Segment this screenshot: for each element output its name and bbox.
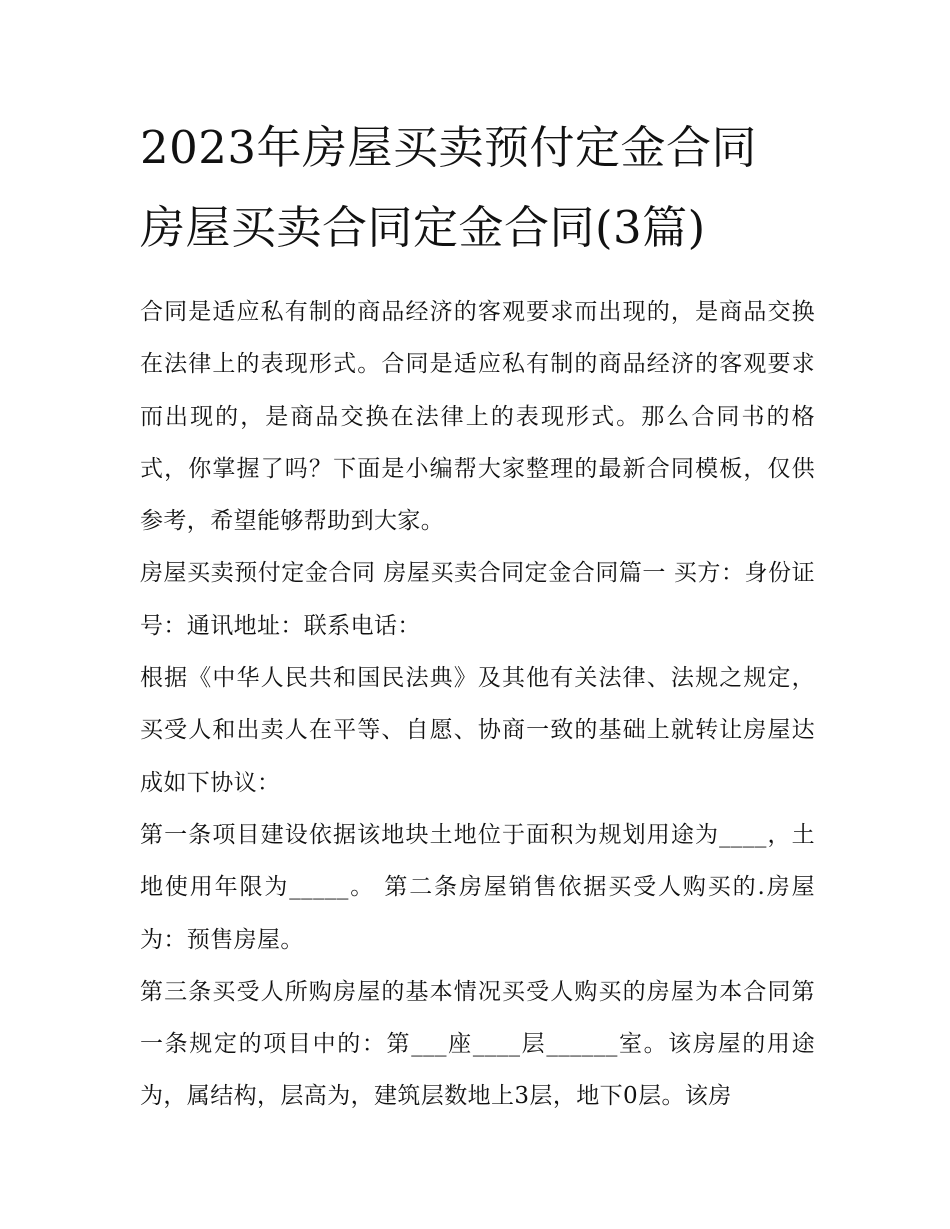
paragraph-legal-basis: 根据《中华人民共和国民法典》及其他有关法律、法规之规定，买受人和出卖人在平等、自愿、协商一致的基础上就转让房屋达成如下协议： xyxy=(140,665,815,796)
paragraph-article-3: 第三条买受人所购房屋的基本情况买受人购买的房屋为本合同第一条规定的项目中的：第___座____层______室。该房屋的用途为，属结构，层高为，建筑层数地上3层，地下0层。该房 xyxy=(140,978,815,1110)
document-page xyxy=(140,108,815,1123)
paragraph-parties: 房屋买卖预付定金合同 房屋买卖合同定金合同篇一 买方：身份证号：通讯地址：联系电话： xyxy=(140,560,815,639)
title-line-1: 2023年房屋买卖预付定金合同 xyxy=(140,121,758,174)
paragraph-intro: 合同是适应私有制的商品经济的客观要求而出现的，是商品交换在法律上的表现形式。合同是适应私有制的商品经济的客观要求而出现的，是商品交换在法律上的表现形式。那么合同书的格式，你掌握了吗？下面是小编帮大家整理的最新合同模板，仅供参考，希望能够帮助到大家。 xyxy=(140,299,815,535)
title-line-2: 房屋买卖合同定金合同(3篇) xyxy=(140,201,706,254)
paragraph-article-1-2: 第一条项目建设依据该地块土地位于面积为规划用途为____，土地使用年限为_____。 第二条房屋销售依据买受人购买的.房屋为：预售房屋。 xyxy=(140,821,815,953)
document-title xyxy=(140,108,815,268)
document-body xyxy=(140,286,815,1123)
